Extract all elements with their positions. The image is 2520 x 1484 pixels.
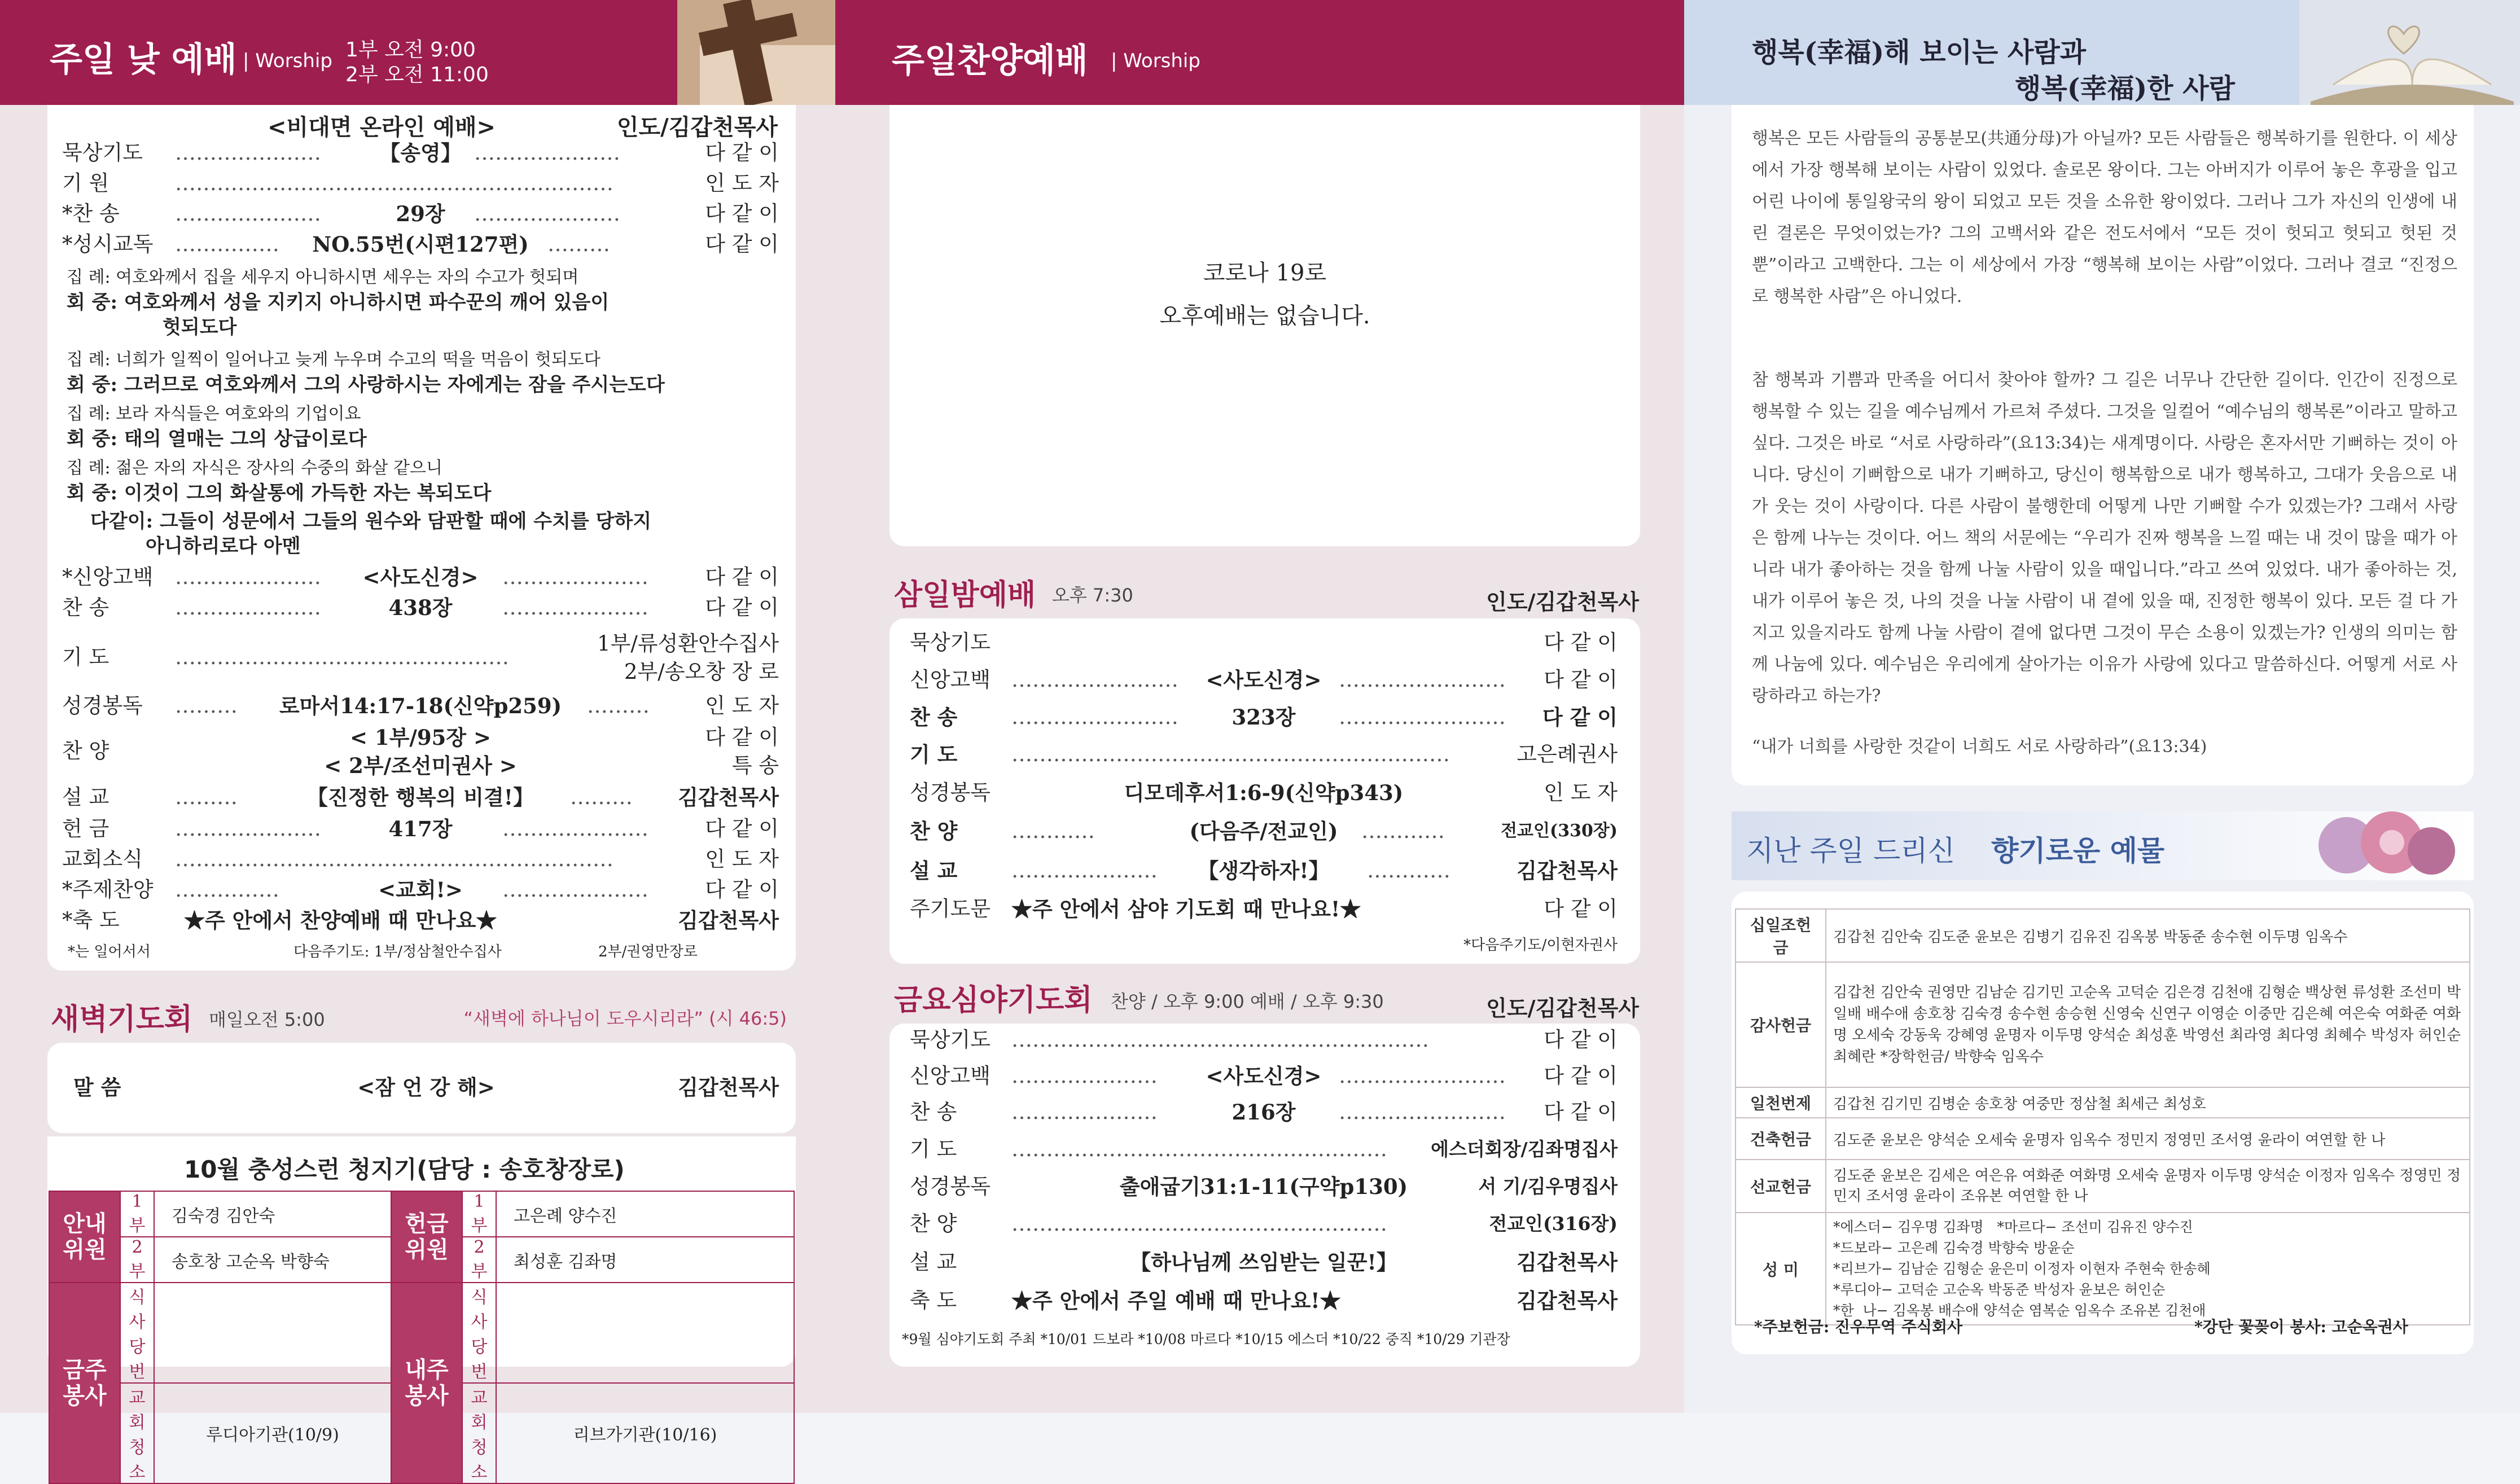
- order-label: *주제찬양: [62, 877, 154, 902]
- order-person: 다 같 이: [1544, 1028, 1618, 1052]
- order-label: 헌 금: [62, 816, 109, 841]
- offering-type: 일천번제: [1735, 1087, 1826, 1118]
- order-person: 김갑천목사: [678, 1075, 779, 1100]
- order-label: 성경봉독: [910, 1174, 991, 1198]
- offering-type: 감사헌금: [1735, 962, 1826, 1087]
- order-person: 다 같 이: [705, 565, 779, 589]
- dawn-title: 새벽기도회: [51, 1003, 193, 1037]
- essay-title-2: 행복(幸福)한 사람: [2015, 73, 2235, 104]
- offering-title-b: 향기로운 예물: [1991, 835, 2165, 867]
- reading-people-line: 헛되도다: [163, 316, 237, 339]
- notice-line: 코로나 19로: [1203, 260, 1327, 286]
- order-item: NO.55번(시편127편): [312, 232, 529, 257]
- order-item: 【송영】: [379, 141, 462, 165]
- offering-names: 고은례 양수진: [496, 1191, 794, 1237]
- order-person: 2부/송오창 장 로: [624, 660, 779, 684]
- essay-quote: “내가 너희를 사랑한 것같이 너희도 서로 사랑하라”(요13:34): [1752, 737, 2207, 757]
- order-person: 인 도 자: [705, 171, 779, 195]
- essay-card: [1732, 105, 2474, 785]
- order-person: 전교인(330장): [1501, 821, 1618, 841]
- order-label: 설 교: [910, 858, 958, 883]
- order-label: 주기도문: [910, 897, 991, 921]
- order-label: 성경봉독: [62, 693, 143, 718]
- this-week-service: 금주 봉사: [49, 1283, 120, 1483]
- duty-label: 식사당번: [462, 1283, 496, 1383]
- order-item: 323장: [1231, 705, 1296, 730]
- header-bar: [0, 0, 835, 105]
- service-time-1: 1부 오전 9:00: [345, 38, 476, 62]
- page-title: 주일찬양예배: [892, 41, 1088, 81]
- order-item: 디모데후서1:6-9(신약p343): [1124, 780, 1404, 805]
- next-prayer: 다음주기도: 1부/정삼철안수집사: [293, 943, 502, 960]
- order-label: 기 도: [62, 645, 109, 669]
- wednesday-title: 삼일밤예배: [894, 578, 1036, 612]
- reading-people-line: 회 중: 그러므로 여호와께서 그의 사랑하시는 자에게는 잠을 주시는도다: [67, 374, 665, 396]
- duty-label: 식사당번: [120, 1283, 154, 1383]
- offering-card: [1732, 892, 2474, 1354]
- order-person: 김갑천목사: [1517, 1288, 1618, 1313]
- offering-names: 김갑천 김안숙 권영만 김남순 김기민 고순옥 고덕순 김은경 김천애 김형순 백상현 류성환 조선미 박일배 배수애 송호창 김숙경 송수현 송승현 신영숙 신연구 이영순 이중만 김은혜 여은숙 여화준 여화명 오세숙 강동욱 강혜영 윤명자 이두명 양석순 최성훈 박영선 최라영 최다영 최혜수 박성자 허인순 최혜란 *장학헌금/ 박향숙 임옥수: [1826, 962, 2470, 1087]
- offering-names: 김도준 윤보은 양석순 오세숙 윤명자 임옥수 정민지 정영민 조서영 윤라이 여연할 한 나: [1826, 1118, 2470, 1160]
- reading-people-line: 회 중: 여호와께서 성을 지키지 아니하시면 파수꾼의 깨어 있음이: [67, 291, 610, 314]
- offering-title-a: 지난 주일 드리신: [1746, 835, 1955, 867]
- order-person: 다 같 이: [705, 232, 779, 256]
- order-item: 29장: [396, 201, 445, 226]
- order-row: 기 도 ………………………………………… 1부/류성환안수집사 2부/송오창 장 로: [62, 630, 779, 686]
- order-person: 다 같 이: [1544, 1064, 1618, 1088]
- session: 1부: [462, 1191, 496, 1237]
- guide-names: 김숙경 김안숙: [154, 1191, 391, 1237]
- dawn-time: 매일오전 5:00: [209, 1009, 325, 1030]
- order-item: 417장: [388, 816, 453, 841]
- order-label: *찬 송: [62, 201, 120, 226]
- wednesday-card: 묵상기도 다 같 이 신앙고백 …………………… <사도신경> …………………… 다 같 이 찬 송 …………………… 323장 …………………… 다 같 이 기 도 ……………………………………………………… 고은례권사 성경봉독 디모데후서1:6-9(신약p343) 인 도 자 찬 양 ………… (다음주/전교인) ………… 전교인(330장) 설 교 ………………… 【생각하자!】 ………… 김갑천목사 주기도문 ★주 안에서 삼야 기도회 때 만나요!★ 다 같 이 *다음주기도/이현자권사: [889, 618, 1640, 964]
- order-person: 다 같 이: [1544, 897, 1618, 921]
- order-label: 묵상기도: [62, 141, 143, 165]
- order-item: < 2부/조선미권사 >: [324, 753, 517, 778]
- order-person: 다 같 이: [1544, 1100, 1618, 1124]
- leader: 인도/김갑천목사: [616, 114, 778, 141]
- essay-column: [1684, 0, 2520, 1413]
- order-label: 찬 양: [910, 819, 958, 844]
- roster-table: [49, 1191, 795, 1484]
- sermon-title: 【진정한 행복의 비결!】: [307, 785, 534, 810]
- essay-title-1: 행복(幸福)해 보이는 사람과: [1752, 37, 2087, 68]
- order-item: <잠 언 강 해>: [357, 1075, 495, 1100]
- order-label: 신앙고백: [910, 668, 991, 692]
- header-bar: [835, 0, 1684, 105]
- flower-image: [2296, 811, 2474, 880]
- order-person: 인 도 자: [1544, 780, 1618, 805]
- order-person: 인 도 자: [705, 693, 779, 718]
- wednesday-time: 오후 7:30: [1052, 585, 1133, 606]
- order-label: 신앙고백: [910, 1064, 991, 1088]
- notice-card: [889, 105, 1640, 546]
- footnote-standing: *는 일어서서: [68, 943, 151, 960]
- order-person: 김갑천목사: [1517, 1250, 1618, 1275]
- order-label: 찬 송: [910, 1100, 957, 1124]
- order-label: *축 도: [62, 908, 120, 932]
- order-label: 찬 양: [62, 739, 109, 763]
- order-person: 다 같 이: [705, 725, 779, 749]
- reading-leader-line: 집 례: 보라 자식들은 여호와의 기업이요: [67, 404, 361, 424]
- order-person: 1부/류성환안수집사: [597, 631, 779, 656]
- session: 1부: [120, 1191, 154, 1237]
- order-person: 다 같 이: [705, 595, 779, 620]
- reading-people-line: 회 중: 태의 열매는 그의 상급이로다: [67, 428, 367, 450]
- friday-card: 묵상기도 …………………………………………………… 다 같 이 신앙고백 ………………… <사도신경> …………………… 다 같 이 찬 송 ………………… 216장 …………………… 다 같 이 기 도 ……………………………………………… 에스더회장/김좌명집사 성경봉독 출애굽기31:1-11(구약p130) 서 기/김우명집사 찬 양 ……………………………………………… 전교인(316장) 설 교 【하나님께 쓰임받는 일꾼!】 김갑천목사 축 도 ★주 안에서 주일 예배 때 만나요!★ 김갑천목사 *9월 심야기도회 주최 *10/01 드보라 *10/08 마르다 *10/15 에스더 *10/22 중직 *10/29 기관장: [889, 1024, 1640, 1367]
- responsive-reading: [67, 265, 665, 559]
- reading-leader-line: 집 례: 여호와께서 집을 세우지 아니하시면 세우는 자의 수고가 헛되며: [67, 267, 579, 287]
- cleaning-group: 루디아기관(10/9): [154, 1383, 391, 1483]
- afternoon-column: [835, 0, 1684, 1413]
- flower-volunteer: *강단 꽃꽂이 봉사: 고순옥권사: [2194, 1318, 2408, 1336]
- guide-committee: 안내 위원: [49, 1191, 120, 1283]
- order-item: <사도신경>: [1206, 1064, 1322, 1088]
- reading-together-line: 아니하리로다 아멘: [146, 535, 301, 557]
- order-row: [62, 723, 779, 780]
- duty-label: 교회청소: [462, 1383, 496, 1483]
- offering-type: 건축헌금: [1735, 1118, 1826, 1160]
- order-item: ★주 안에서 삼야 기도회 때 만나요!★: [1011, 897, 1361, 921]
- friday-host-schedule: *9월 심야기도회 주최 *10/01 드보라 *10/08 마르다 *10/15 에스더 *10/22 중직 *10/29 기관장: [902, 1331, 1510, 1347]
- sermon-title: 【하나님께 쓰임받는 일꾼!】: [1130, 1250, 1397, 1275]
- next-prayer: *다음주기도/이현자권사: [1463, 937, 1618, 954]
- order-item: 438장: [388, 595, 453, 620]
- order-item: <사도신경>: [1206, 668, 1322, 692]
- offering-committee: 헌금 위원: [391, 1191, 462, 1283]
- order-label: 말 씀: [73, 1075, 121, 1100]
- order-label: 묵상기도: [910, 630, 991, 655]
- duty-label: 교회청소: [120, 1383, 154, 1483]
- offering-names: 김갑천 김안숙 김도준 윤보은 김병기 김유진 김옥봉 박동준 송수현 이두명 임옥수: [1826, 909, 2470, 962]
- order-person: 김갑천목사: [678, 785, 779, 810]
- order-person: 다 같 이: [705, 877, 779, 902]
- order-person: 인 도 자: [705, 847, 779, 871]
- order-person: 김갑천목사: [678, 908, 779, 933]
- header-bar: [1684, 0, 2520, 105]
- friday-title: 금요심야기도회: [894, 984, 1093, 1017]
- offering-names: 김갑천 김기민 김병순 송호창 여중만 정삼철 최세근 최성호: [1826, 1087, 2470, 1118]
- order-item: < 1부/95장 >: [350, 725, 491, 750]
- order-label: 찬 송: [910, 705, 958, 730]
- order-item: 출애굽기31:1-11(구약p130): [1119, 1174, 1408, 1199]
- order-label: 성경봉독: [910, 780, 991, 805]
- order-item: 로마서14:17-18(신약p259): [279, 693, 562, 718]
- meal-empty: [154, 1283, 391, 1383]
- order-item: <사도신경>: [362, 565, 479, 590]
- roster-title: 10월 충성스런 청지기(담당 : 송호창장로): [184, 1156, 625, 1183]
- offering-names: *에스더− 김우명 김좌명 *마르다− 조선미 김유진 양수진 *드보라− 고은례 김숙경 박향숙 방윤순 *리브가− 김남순 김형순 윤은미 이정자 이현자 주현숙 한송혜 *루디아− 고덕순 고순옥 박동준 박성자 윤보은 허인순 *한 나− 김옥봉 배수애 양석순 염복순 임옥수 조유본 김천애: [1826, 1213, 2470, 1325]
- service-time-2: 2부 오전 11:00: [345, 63, 489, 86]
- covid-notice: [889, 252, 1640, 337]
- reading-together-line: 다같이: 그들이 성문에서 그들의 원수와 담판할 때에 수치를 당하지: [90, 510, 652, 533]
- bulletin-sponsor: *주보헌금: 진우무역 주식회사: [1754, 1318, 1963, 1336]
- roster-card: [47, 1136, 796, 1482]
- reading-leader-line: 집 례: 너희가 일찍이 일어나고 늦게 누우며 수고의 떡을 먹음이 헛되도다: [67, 350, 601, 370]
- dawn-card: [47, 1043, 796, 1133]
- offering-type: 십일조헌금: [1735, 909, 1826, 962]
- order-item: <교회!>: [378, 877, 463, 902]
- order-label: 교회소식: [62, 847, 143, 871]
- order-label: 축 도: [910, 1288, 957, 1312]
- essay-paragraph-1: 행복은 모든 사람들의 공통분모(共通分母)가 아닐까? 모든 사람들은 행복하기를 원한다. 이 세상에서 가장 행복해 보이는 사람이 있었다. 솔로몬 왕이다. 그는 아버지가 이루어 놓은 후광을 입고 어린 나이에 통일왕국의 왕이 되었고 모든 것을 소유한 왕이었다. 그러나 그가 자신의 인생에 내린 결론은 무엇이었는가? 그의 고백서와 같은 전도서에서 “모든 것이 헛되고 헛되고 헛된 것뿐”이라고 고백한다. 그는 이 세상에서 가장 “행복해 보이는 사람”이었다. 그러나 결코 “진정으로 행복한 사람”은 아니었다.: [1752, 129, 2457, 306]
- dawn-verse: “새벽에 하나님이 도우시리라” (시 46:5): [463, 1008, 787, 1029]
- offering-banner: [1732, 811, 2474, 880]
- offering-names: 최성훈 김좌명: [496, 1237, 794, 1283]
- online-heading: <비대면 온라인 예배>: [268, 114, 496, 141]
- order-person: 특 송: [731, 753, 779, 778]
- offering-type: 성 미: [1735, 1213, 1826, 1325]
- session: 2부: [462, 1237, 496, 1283]
- essay-paragraph-2: 참 행복과 기쁨과 만족을 어디서 찾아야 할까? 그 길은 너무나 간단한 길이다. 인간이 진정으로 행복할 수 있는 길을 예수님께서 가르쳐 주셨다. 그것을 일컬어 “예수님의 행복론”이라고 말하고 싶다. 그것은 바로 “서로 사랑하라”(요13:34)는 새계명이다. 사랑은 혼자서만 기뻐하는 것이 아니다. 당신이 기뻐함으로 내가 기뻐하고, 당신이 행복함으로 내가 행복하고, 그대가 웃음으로 내가 웃는 것이 사랑이다. 다른 사람이 불행한데 어떻게 나만 기뻐할 수가 있겠는가? 그래서 사랑은 함께 나누는 것이다. 어느 책의 서문에는 “우리가 진짜 행복을 느낄 때는 내 것이 많을 때가 아니라 내가 좋아하는 것을 함께 나눌 사람이 있을 때입니다.”라고 쓰여 있었다. 내가 좋아하는 것, 내가 이루어 놓은 것, 나의 것을 나눌 사람이 내 곁에 있을 때, 진정한 행복이 있다. 모든 걸 다 가지고 있을지라도 함께 나눌 사람이 곁에 없다면 그것이 무슨 소용이 있겠는가? 인생의 의미는 함께 나눔에 있다. 예수님은 우리에게 살아가는 이유가 사랑에 있다고 말씀하신다. 어떻게 서로 사랑하라고 하는가?: [1752, 370, 2457, 706]
- order-label: 기 도: [910, 1137, 957, 1161]
- guide-names: 송호창 고순옥 박향숙: [154, 1237, 391, 1283]
- order-person: 다 같 이: [705, 141, 779, 165]
- order-label: 묵상기도: [910, 1028, 991, 1052]
- sermon-title: 【생각하자!】: [1198, 858, 1330, 883]
- order-label: 찬 송: [62, 595, 109, 620]
- cleaning-group: 리브가기관(10/16): [496, 1383, 794, 1483]
- order-person: 다 같 이: [705, 201, 779, 226]
- order-item: ★주 안에서 주일 예배 때 만나요!★: [1011, 1288, 1341, 1313]
- order-label: 기 도: [910, 742, 958, 767]
- order-label: *성시교독: [62, 232, 154, 256]
- order-item: (다음주/전교인): [1189, 819, 1338, 844]
- open-book-image: [2299, 0, 2520, 105]
- session: 2부: [120, 1237, 154, 1283]
- order-person: 전교인(316장): [1489, 1213, 1618, 1235]
- page-title: 주일 낮 예배: [50, 40, 237, 80]
- order-label: 설 교: [62, 785, 109, 809]
- order-person: 다 같 이: [1542, 705, 1618, 730]
- order-label: 설 교: [910, 1250, 957, 1274]
- friday-time: 찬양 / 오후 9:00 예배 / 오후 9:30: [1111, 991, 1384, 1012]
- order-item: 216장: [1231, 1100, 1296, 1125]
- order-label: 기 원: [62, 171, 109, 195]
- order-person: 고은례권사: [1517, 742, 1618, 766]
- sunday-order-card: <비대면 온라인 예배> 인도/김갑천목사 묵상기도 ………………… 【송영】 ………………… 다 같 이 기 원 ……………………………………………………… 인 도 자 *찬 송 ………………… 29장 ………………… 다 같 이 *성시교독 …………… NO.55번(시편127편) ……… 다 같 이 집 례: 여호와께서 집을 세우지 아니하시면 세우는 자의 수고가 헛되며 회 중: 여호와께서 성을 지키지 아니하시면 파수꾼의 깨어 있음이 헛되도다 집 례: 너희가 일찍이 일어나고 늦게 누우며 수고의 떡을 먹음이 헛되도다 회 중: 그러므로 여호와께서 그의 사랑하시는 자에게는 잠을 주시는도다 집 례: 보라 자식들은 여호와의 기업이요 회 중: 태의 열매는 그의 상급이로다 집 례: 젊은 자의 자식은 장사의 수중의 화살 같으니 회 중: 이것이 그의 화살통에 가득한 자는 복되도다 다같이: 그들이 성문에서 그들의 원수와 담판할 때에 수치를 당하지 아니하리로다 아멘 *신앙고백 ………………… <사도신경> ………………… 다 같 이 찬 송 ………………… 438장 ………………… 다 같 이 기 도 ………………………………………… 1부/류성환안수집사 2부/송오창 장 로 성경봉독 ……… 로마서14:17-18(신약p259) ……… 인 도 자 찬 양 < 1부/95장 > < 2부/조선미권사 > 다 같 이 특 송 설 교 ……… 【진정한 행복의 비결!】 ……… 김갑천목사 헌 금 ………………… 417장 ………………… 다 같 이 교회소식 ……………………………………………………… 인 도 자 *주제찬양 …………… <교회!> ………………… 다 같 이 *축 도 ★주 안에서 찬양예배 때 만나요★ 김갑천목사 *는 일어서서 다음주기도: 1부/정삼철안수집사 2부/권영만장로: [47, 105, 796, 971]
- order-person: 김갑천목사: [1517, 858, 1618, 883]
- cross-image: [677, 0, 835, 105]
- meal-empty: [496, 1283, 794, 1383]
- next-week-service: 내주 봉사: [391, 1283, 462, 1483]
- sunday-morning-column: [0, 0, 835, 1482]
- order-person: 다 같 이: [1544, 668, 1618, 692]
- order-person: 에스더회장/김좌명집사: [1431, 1138, 1618, 1160]
- offering-type: 선교헌금: [1735, 1160, 1826, 1213]
- notice-line: 오후예배는 없습니다.: [1159, 303, 1370, 329]
- order-person: 다 같 이: [1544, 630, 1618, 655]
- order-person: 서 기/김우명집사: [1478, 1175, 1618, 1197]
- next-prayer: 2부/권영만장로: [598, 943, 698, 960]
- order-label: 찬 양: [910, 1211, 957, 1236]
- worship-label: | Worship: [243, 50, 332, 72]
- reading-people-line: 회 중: 이것이 그의 화살통에 가득한 자는 복되도다: [67, 482, 492, 504]
- order-person: 다 같 이: [705, 816, 779, 841]
- order-item: ★주 안에서 찬양예배 때 만나요★: [184, 908, 497, 933]
- worship-label: | Worship: [1111, 50, 1200, 72]
- offering-table: [1735, 908, 2470, 1325]
- wednesday-leader: 인도/김갑천목사: [1486, 589, 1639, 614]
- friday-leader: 인도/김갑천목사: [1486, 995, 1639, 1021]
- reading-leader-line: 집 례: 젊은 자의 자식은 장사의 수중의 화살 같으니: [67, 458, 442, 478]
- order-label: *신앙고백: [62, 565, 154, 589]
- offering-names: 김도준 윤보은 김세은 여은유 여화준 여화명 오세숙 윤명자 이두명 양석순 이정자 임옥수 정영민 정민지 조서영 윤라이 조유본 여연할 한 나: [1826, 1160, 2470, 1213]
